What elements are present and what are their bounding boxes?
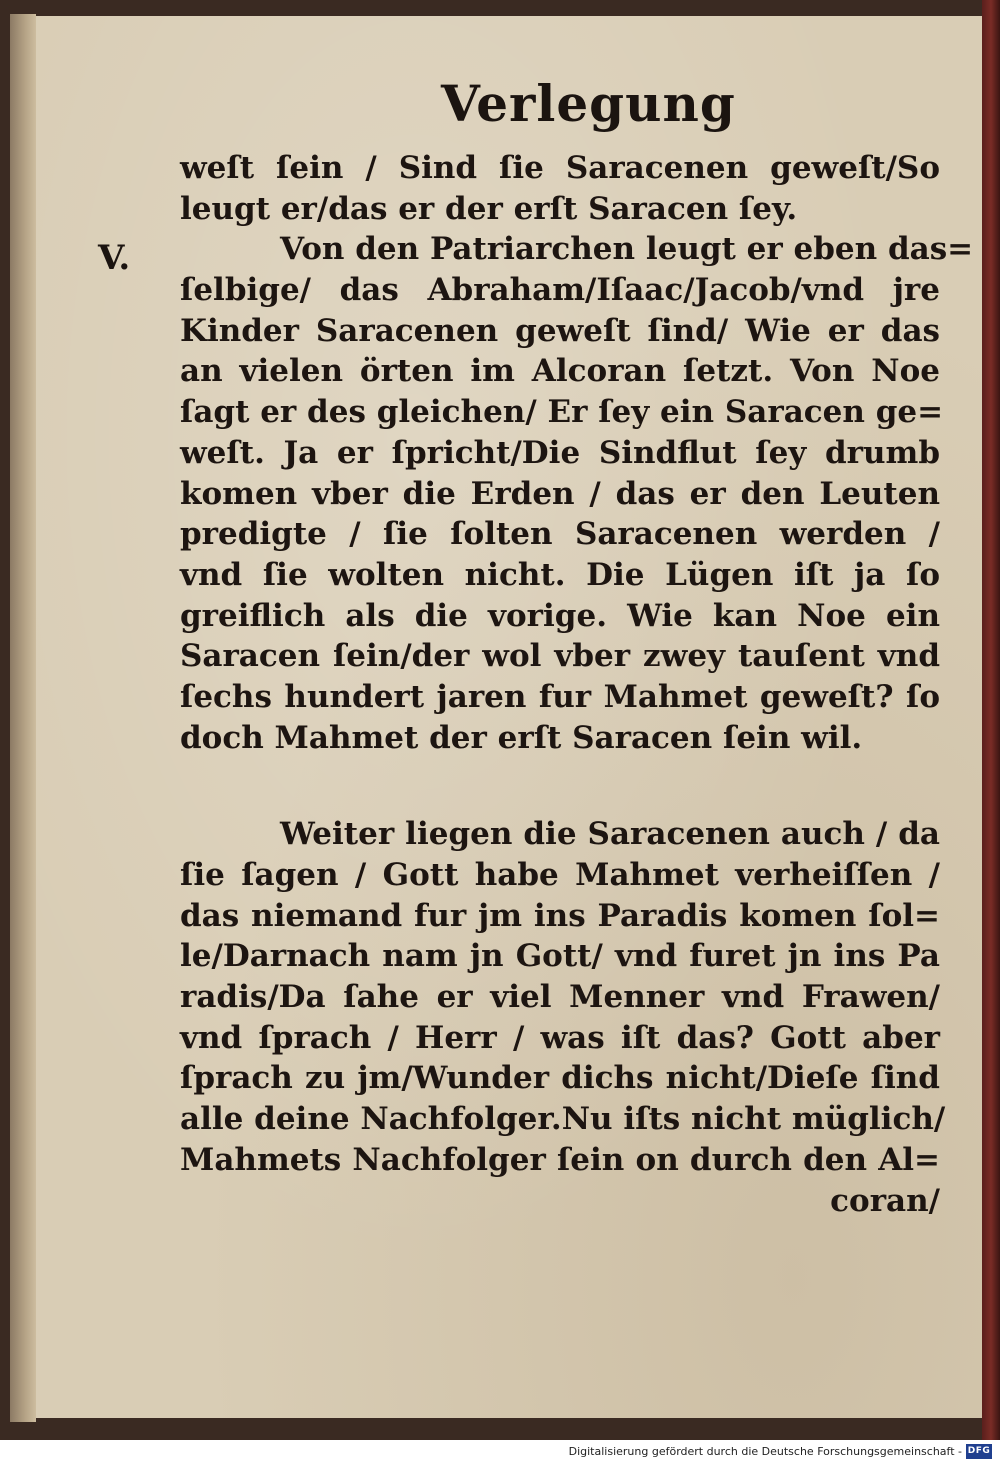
text-line: ſie ſagen / Gott habe Mahmet verheiſſen / — [180, 857, 940, 893]
text-line: vnd ſie wolten nicht. Die Lügen iſt ja ſo — [180, 556, 940, 593]
text-line: le/Darnach nam jn Gott/ vnd furet jn ins Pa — [180, 938, 940, 975]
dfg-logo-icon: DFG — [966, 1444, 992, 1459]
text-line: Weiter liegen die Saracenen auch / da — [280, 816, 940, 853]
footer-bar — [0, 1440, 1000, 1465]
text-line: alle deine Nachfolger.Nu iſts nicht müglich/ — [180, 1101, 946, 1138]
text-line: leugt er/das er der erſt Saracen ſey. — [180, 190, 798, 227]
text-line: ſagt er des gleichen/ Er ſey ein Saracen ge= — [180, 394, 944, 431]
text-line: doch Mahmet der erſt Saracen ſein wil. — [180, 719, 863, 756]
text-line: komen vber die Erden / das er den Leuten — [180, 475, 940, 512]
text-line: Von den Patriarchen leugt er eben das= — [280, 231, 974, 268]
text-line: greiflich als die vorige. Wie kan Noe ein — [180, 597, 940, 634]
text-line: ſechs hundert jaren fur Mahmet geweſt? ſo — [180, 678, 940, 715]
text-line: Mahmets Nachfolger ſein on durch den Al= — [180, 1141, 940, 1178]
text-line: coran/ — [830, 1182, 940, 1219]
text-line: Kinder Saracenen geweſt ſind/ Wie er das — [180, 312, 940, 349]
book-cover-edge — [982, 0, 1000, 1440]
running-heading: Verlegung — [441, 74, 736, 133]
text-line: das niemand fur jm ins Paradis komen ſol= — [180, 897, 940, 934]
funding-notice: Digitalisierung gefördert durch die Deutsche Forschungsgemeinschaft - — [568, 1445, 962, 1458]
margin-number: V. — [98, 238, 131, 278]
text-line: vnd ſprach / Herr / was iſt das? Gott aber — [180, 1019, 940, 1056]
text-line: an vielen örten im Alcoran ſetzt. Von Noe — [180, 353, 940, 390]
text-line: weſt ſein / Sind ſie Saracenen geweſt/So — [180, 150, 940, 186]
text-line: Saracen ſein/der wol vber zwey tauſent vnd — [180, 638, 940, 675]
text-block — [180, 148, 974, 1221]
text-line: weſt. Ja er ſpricht/Die Sindflut ſey drumb — [180, 434, 940, 471]
text-line: ſelbige/ das Abraham/Iſaac/Jacob/vnd jre — [180, 272, 940, 309]
text-line: predigte / ſie ſolten Saracenen werden / — [180, 516, 940, 553]
text-line: ſprach zu jm/Wunder dichs nicht/Dieſe ſind — [180, 1060, 940, 1097]
text-line: radis/Da ſahe er viel Menner vnd Frawen/ — [180, 979, 940, 1016]
page-edge-left — [10, 14, 36, 1422]
